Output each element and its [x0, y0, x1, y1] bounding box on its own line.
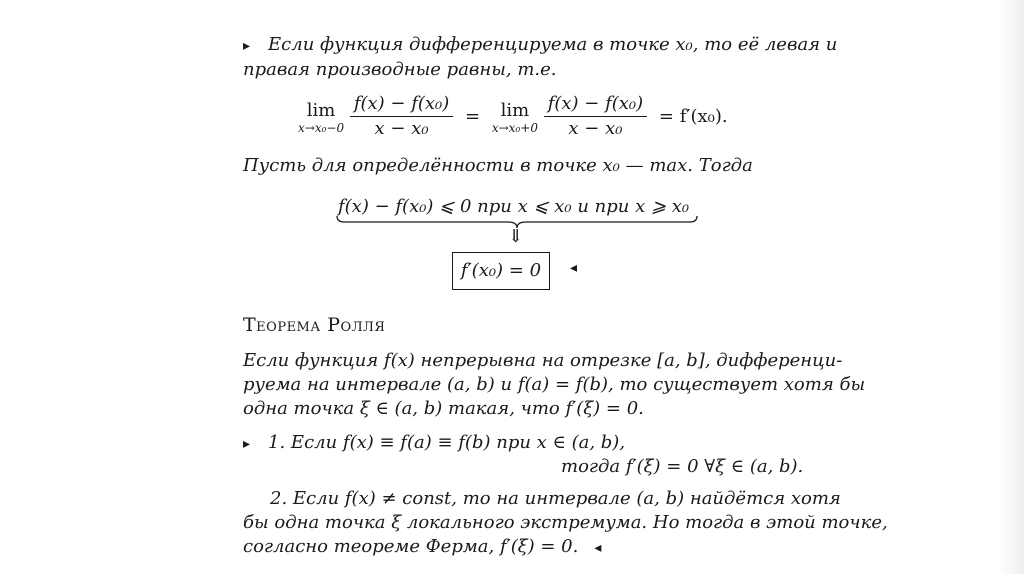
right-limit-subscript: x→x₀+0: [491, 120, 538, 135]
proof-case-2-line-2: бы одна точка ξ локального экстремума. Но тогда в этой точке,: [243, 512, 888, 533]
proof-case-2-line-3: [243, 536, 803, 559]
proof-case-1-line-2: тогда f′(ξ) = 0 ∀ξ ∈ (a, b).: [561, 456, 804, 477]
left-fraction: [350, 92, 453, 141]
left-limit-subscript: x→x₀−0: [298, 120, 345, 135]
end-marker-2: ◂: [594, 540, 602, 556]
boxed-result: f′(x₀) = 0: [452, 252, 550, 290]
implies-arrow: ⇓: [508, 226, 524, 247]
bullet-marker-2: ▸: [243, 436, 251, 452]
limit-formula: [298, 92, 734, 141]
proof-case-2-line-1: 2. Если f(x) ≠ const, то на интервале (a, b) найдётся хотя: [270, 488, 841, 509]
theorem-line-2: руема на интервале (a, b) и f(a) = f(b), то существует хотя бы: [243, 374, 866, 395]
theorem-line-3: одна точка ξ ∈ (a, b) такая, что f′(ξ) = 0.: [243, 398, 644, 419]
equals-sign: =: [465, 106, 481, 127]
end-marker-1: ◂: [570, 260, 578, 276]
paragraph-2: Пусть для определённости в точке x₀ — max. Тогда: [243, 155, 753, 176]
page-edge-shadow: [998, 0, 1024, 574]
right-fraction: [544, 92, 647, 141]
right-limit: [492, 100, 538, 134]
theorem-title: Теорема Ролля: [243, 314, 386, 336]
formula-result: = f′(x₀).: [658, 106, 728, 127]
right-limit-word: lim: [500, 99, 530, 121]
paragraph-1-text-1: Если функция дифференцируема в точке x₀, то её левая и: [268, 34, 838, 55]
bullet-marker: ▸: [243, 38, 251, 54]
theorem-line-1: Если функция f(x) непрерывна на отрезке [a, b], дифференци-: [243, 350, 843, 371]
paragraph-1-line-1: [243, 34, 838, 57]
left-limit-word: lim: [306, 99, 336, 121]
proof-case-1-text: 1. Если f(x) ≡ f(a) ≡ f(b) при x ∈ (a, b),: [268, 432, 626, 453]
brace-expression: f(x) − f(x₀) ⩽ 0 при x ⩽ x₀ и при x ⩾ x₀: [338, 196, 690, 217]
left-limit: [298, 100, 344, 134]
right-fraction-numerator: f(x) − f(x₀): [544, 92, 647, 117]
left-fraction-numerator: f(x) − f(x₀): [350, 92, 453, 117]
paragraph-1-line-2: правая производные равны, т.е.: [243, 59, 557, 80]
proof-case-2-text-3: согласно теореме Ферма, f′(ξ) = 0.: [243, 536, 579, 557]
right-fraction-denominator: x − x₀: [568, 118, 623, 139]
left-fraction-denominator: x − x₀: [374, 118, 429, 139]
proof-case-1-line-1: [243, 432, 803, 455]
